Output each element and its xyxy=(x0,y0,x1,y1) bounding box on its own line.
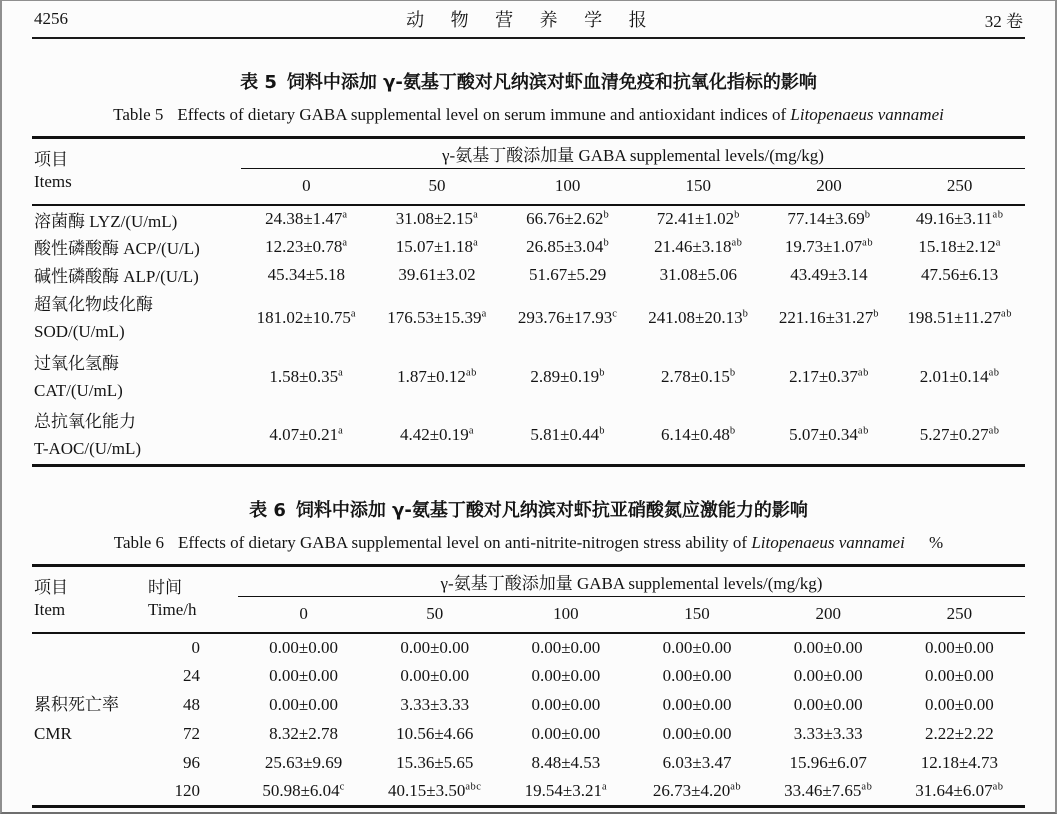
table6-cell xyxy=(763,720,894,749)
cell-value: 2.78±0.15 xyxy=(661,367,730,386)
row-group-label-en: CMR xyxy=(34,724,72,744)
significance-superscript: ab xyxy=(861,781,873,793)
cell-value: 1.87±0.12 xyxy=(397,367,466,386)
page-content xyxy=(2,1,1055,808)
cell-value: 47.56±6.13 xyxy=(920,264,999,284)
table6-item-header-en: Item xyxy=(34,600,66,619)
table5-cell xyxy=(502,289,633,348)
cell-value: 8.48±4.53 xyxy=(531,753,601,772)
cell-value: 10.56±4.66 xyxy=(396,724,474,743)
table5-caption-zh-label: 表 5 xyxy=(240,72,277,93)
significance-superscript: b xyxy=(864,209,871,221)
cell-value: 2.22±2.22 xyxy=(924,724,994,743)
running-head xyxy=(32,1,1025,39)
cell-value: 0.00±0.00 xyxy=(924,637,994,657)
significance-superscript: b xyxy=(603,236,610,248)
significance-superscript: c xyxy=(339,781,345,793)
table6-cell xyxy=(238,691,369,720)
table6-cell xyxy=(238,778,369,807)
significance-superscript: ab xyxy=(465,367,477,379)
table-row xyxy=(32,633,1025,662)
table5-cell xyxy=(633,348,764,407)
table5-cell xyxy=(502,205,633,233)
table-row xyxy=(32,348,1025,407)
table6-cell xyxy=(238,749,369,778)
table-row xyxy=(32,691,1025,720)
row-label-zh: 总抗氧化能力 xyxy=(34,412,136,432)
cell-value: 0.00±0.00 xyxy=(662,637,732,657)
table-row xyxy=(32,662,1025,691)
cell-value: 15.96±6.07 xyxy=(789,753,867,772)
significance-superscript: ab xyxy=(992,781,1004,793)
cell-value: 50.98±6.04 xyxy=(262,781,340,801)
cell-value: 2.17±0.37 xyxy=(789,367,858,386)
cell-value: 0.00±0.00 xyxy=(924,695,994,714)
cell-value: 0.00±0.00 xyxy=(924,666,994,685)
table6-caption-zh-label: 表 6 xyxy=(249,500,286,521)
significance-superscript: ab xyxy=(988,425,1000,437)
table5-species-name: Litopenaeus vannamei xyxy=(790,105,944,124)
table5-cell xyxy=(764,233,895,261)
cell-value: 6.03±3.47 xyxy=(662,753,732,772)
cell-value: 2.89±0.19 xyxy=(530,367,600,386)
cell-value: 21.46±3.18 xyxy=(654,236,732,256)
table6-cell xyxy=(238,662,369,691)
cell-value: 4.42±0.19 xyxy=(399,425,469,445)
table6-cell xyxy=(369,662,500,691)
table6-time-header xyxy=(146,566,238,633)
table5-cell xyxy=(894,261,1025,289)
cell-value: 5.07±0.34 xyxy=(789,425,858,445)
cell-value: 31.08±5.06 xyxy=(659,264,737,284)
table5-cell xyxy=(894,407,1025,466)
row-label: 溶菌酶 LYZ/(U/mL) xyxy=(34,211,178,231)
table6-cell xyxy=(500,662,631,691)
table6-cell xyxy=(894,691,1025,720)
cell-value: 221.16±31.27 xyxy=(778,308,874,327)
cell-value: 2.01±0.14 xyxy=(919,367,989,386)
time-cell: 96 xyxy=(183,753,200,772)
cell-value: 31.64±6.07 xyxy=(915,781,993,801)
time-cell: 72 xyxy=(183,724,200,743)
table5-cell xyxy=(894,233,1025,261)
table6-item-header xyxy=(32,566,146,633)
table6-cell xyxy=(894,633,1025,662)
table5-cell xyxy=(372,407,503,466)
cell-value: 0.00±0.00 xyxy=(662,695,732,714)
significance-superscript: a xyxy=(342,236,348,248)
table6-species-name: Litopenaeus vannamei xyxy=(751,533,905,552)
significance-superscript: b xyxy=(729,425,736,437)
significance-superscript: a xyxy=(473,236,479,248)
table6-cell xyxy=(500,749,631,778)
cell-value: 31.08±2.15 xyxy=(395,209,474,228)
table6-cell xyxy=(369,633,500,662)
cell-value: 12.23±0.78 xyxy=(265,236,343,256)
table6-cell xyxy=(631,633,762,662)
significance-superscript: ab xyxy=(731,236,743,248)
significance-superscript: a xyxy=(468,425,474,437)
table5-cell xyxy=(633,407,764,466)
cell-value: 3.33±3.33 xyxy=(400,695,470,714)
cell-value: 24.38±1.47 xyxy=(265,209,343,228)
table5-cell xyxy=(633,233,764,261)
significance-superscript: ab xyxy=(862,236,874,248)
cell-value: 4.07±0.21 xyxy=(269,425,339,445)
row-label: 碱性磷酸酶 ALP/(U/L) xyxy=(34,267,199,286)
table6-cell xyxy=(763,662,894,691)
table5-level-header: 200 xyxy=(764,169,895,205)
table6-cell xyxy=(763,778,894,807)
table6-caption-zh-text: 饲料中添加 γ-氨基丁酸对凡纳滨对虾抗亚硝酸氮应激能力的影响 xyxy=(295,500,808,521)
table5-cell xyxy=(894,348,1025,407)
table5-caption-en xyxy=(32,105,1025,125)
cell-value: 1.58±0.35 xyxy=(269,367,339,386)
table6-cell xyxy=(631,720,762,749)
significance-superscript: a xyxy=(473,209,479,221)
table5-caption-en-text: Effects of dietary GABA supplemental level on serum immune and antioxidant indices of xyxy=(177,105,787,124)
table5-cell xyxy=(764,261,895,289)
cell-value: 19.54±3.21 xyxy=(524,781,602,801)
table-row xyxy=(32,778,1025,807)
cell-value: 8.32±2.78 xyxy=(269,724,338,743)
table-row xyxy=(32,289,1025,348)
table6-time-header-zh: 时间 xyxy=(148,578,182,597)
table-row xyxy=(32,261,1025,289)
significance-superscript: a xyxy=(601,781,608,793)
cell-value: 33.46±7.65 xyxy=(784,781,862,801)
table5-cell xyxy=(241,205,372,233)
table-row xyxy=(32,205,1025,233)
cell-value: 15.07±1.18 xyxy=(395,236,474,256)
table6-cell xyxy=(894,778,1025,807)
cell-value: 176.53±15.39 xyxy=(387,308,482,327)
table5-level-header: 250 xyxy=(894,169,1025,205)
table6-level-header: 0 xyxy=(238,597,369,633)
cell-value: 45.34±5.18 xyxy=(267,264,345,284)
table6-cell xyxy=(894,749,1025,778)
cell-value: 0.00±0.00 xyxy=(793,666,863,685)
table5-item-header-zh: 项目 xyxy=(34,150,68,169)
cell-value: 19.73±1.07 xyxy=(784,236,863,256)
table5-cell xyxy=(372,348,503,407)
table5-item-header-en: Items xyxy=(34,172,72,191)
significance-superscript: a xyxy=(342,209,348,221)
table6-cell xyxy=(763,749,894,778)
cell-value: 12.18±4.73 xyxy=(920,753,999,772)
time-cell: 24 xyxy=(183,666,200,685)
table6-cell xyxy=(500,720,631,749)
cell-value: 15.18±2.12 xyxy=(918,236,996,256)
cell-value: 0.00±0.00 xyxy=(400,666,470,685)
row-label xyxy=(32,289,241,348)
cell-value: 0.00±0.00 xyxy=(793,637,863,657)
table6-cell xyxy=(500,691,631,720)
significance-superscript: ab xyxy=(988,367,1000,379)
table6-cell xyxy=(369,778,500,807)
cell-value: 0.00±0.00 xyxy=(531,637,601,657)
table5 xyxy=(32,136,1025,467)
significance-superscript: ab xyxy=(857,425,869,437)
cell-value: 0.00±0.00 xyxy=(269,666,338,685)
table5-cell xyxy=(764,289,895,348)
table5-cell xyxy=(502,261,633,289)
significance-superscript: ab xyxy=(730,781,742,793)
significance-superscript: a xyxy=(995,236,1001,248)
table6-cell xyxy=(763,633,894,662)
cell-value: 49.16±3.11 xyxy=(915,209,993,228)
table5-cell xyxy=(633,261,764,289)
table5-cell xyxy=(894,289,1025,348)
cell-value: 25.63±9.69 xyxy=(264,753,343,772)
table6-level-header: 150 xyxy=(631,597,762,633)
cell-value: 72.41±1.02 xyxy=(656,209,735,228)
cell-value: 66.76±2.62 xyxy=(526,209,604,228)
cell-value: 0.00±0.00 xyxy=(531,666,601,685)
cell-value: 40.15±3.50 xyxy=(388,781,466,801)
significance-superscript: ab xyxy=(1001,308,1012,320)
cell-value: 3.33±3.33 xyxy=(793,724,863,743)
table6-unit-label: % xyxy=(929,533,944,552)
table6-caption-zh xyxy=(32,496,1025,522)
significance-superscript: b xyxy=(599,367,605,379)
row-label: 酸性磷酸酶 ACP/(U/L) xyxy=(34,239,200,258)
table5-cell xyxy=(502,407,633,466)
row-label-zh: 过氧化氢酶 xyxy=(34,354,119,373)
journal-title: 动 物 营 养 学 报 xyxy=(406,10,658,30)
table6-cell xyxy=(894,720,1025,749)
cell-value: 0.00±0.00 xyxy=(662,666,732,685)
row-label-en: T-AOC/(U/mL) xyxy=(34,439,142,459)
table5-cell xyxy=(241,289,372,348)
table5-item-header xyxy=(32,138,241,205)
cell-value: 43.49±3.14 xyxy=(790,264,868,284)
table5-cell xyxy=(241,233,372,261)
table-row xyxy=(32,407,1025,466)
significance-superscript: b xyxy=(873,308,879,320)
table5-cell xyxy=(241,348,372,407)
cell-value: 0.00±0.00 xyxy=(269,695,338,714)
table5-cell xyxy=(633,205,764,233)
table6-level-header: 50 xyxy=(369,597,500,633)
cell-value: 39.61±3.02 xyxy=(398,264,476,284)
table6-cell xyxy=(763,691,894,720)
cell-value: 5.27±0.27 xyxy=(919,425,989,445)
table5-caption-zh xyxy=(32,68,1025,94)
table5-cell xyxy=(894,205,1025,233)
table6-cell xyxy=(500,778,631,807)
page-number: 4256 xyxy=(34,9,68,28)
table5-cell xyxy=(764,205,895,233)
significance-superscript: b xyxy=(603,209,610,221)
cell-value: 77.14±3.69 xyxy=(787,209,865,228)
time-cell: 0 xyxy=(191,637,200,657)
cell-value: 0.00±0.00 xyxy=(531,695,601,714)
table5-level-header: 150 xyxy=(633,169,764,205)
table5-cell xyxy=(372,289,503,348)
cell-value: 0.00±0.00 xyxy=(400,637,470,657)
table6-cell xyxy=(369,749,500,778)
table5-cell xyxy=(502,233,633,261)
cell-value: 15.36±5.65 xyxy=(396,753,474,772)
time-cell: 120 xyxy=(174,781,200,801)
table6-cell xyxy=(369,691,500,720)
table6-span-header: γ-氨基丁酸添加量 GABA supplemental levels/(mg/kg) xyxy=(238,566,1025,597)
table6-cell xyxy=(631,691,762,720)
table6-caption-en-text: Effects of dietary GABA supplemental level on anti-nitrite-nitrogen stress ability of xyxy=(178,533,748,552)
cell-value: 26.85±3.04 xyxy=(526,236,604,256)
cell-value: 5.81±0.44 xyxy=(530,425,600,445)
table5-cell xyxy=(241,407,372,466)
significance-superscript: b xyxy=(729,367,736,379)
table5-cell xyxy=(764,407,895,466)
table-row xyxy=(32,233,1025,261)
table-row xyxy=(32,720,1025,749)
cell-value: 26.73±4.20 xyxy=(652,781,731,801)
cell-value: 0.00±0.00 xyxy=(662,724,732,743)
table6-level-header: 250 xyxy=(894,597,1025,633)
row-group-label-zh: 累积死亡率 xyxy=(34,695,119,715)
table6-time-header-en: Time/h xyxy=(148,600,197,619)
row-label-en: SOD/(U/mL) xyxy=(34,322,125,341)
table6-level-header: 100 xyxy=(500,597,631,633)
table5-cell xyxy=(372,261,503,289)
cell-value: 0.00±0.00 xyxy=(269,637,338,657)
table6-cell xyxy=(369,720,500,749)
table5-cell xyxy=(372,233,503,261)
table6-cell xyxy=(238,720,369,749)
table5-cell xyxy=(241,261,372,289)
table5-cell xyxy=(633,289,764,348)
cell-value: 51.67±5.29 xyxy=(528,264,607,284)
table5-caption-zh-text: 饲料中添加 γ-氨基丁酸对凡纳滨对虾血清免疫和抗氧化指标的影响 xyxy=(286,72,817,93)
time-cell: 48 xyxy=(183,695,200,714)
cell-value: 0.00±0.00 xyxy=(531,724,601,743)
significance-superscript: abc xyxy=(465,781,482,793)
row-label xyxy=(32,348,241,407)
table5-cell xyxy=(372,205,503,233)
significance-superscript: a xyxy=(350,308,357,320)
row-group-label xyxy=(32,633,146,807)
table6-cell xyxy=(894,662,1025,691)
significance-superscript: c xyxy=(612,308,618,320)
cell-value: 6.14±0.48 xyxy=(661,425,730,445)
row-label xyxy=(32,407,241,466)
table5-cell xyxy=(764,348,895,407)
table-row xyxy=(32,749,1025,778)
cell-value: 198.51±11.27 xyxy=(907,308,1002,327)
significance-superscript: b xyxy=(742,308,749,320)
table5-level-header: 100 xyxy=(502,169,633,205)
significance-superscript: ab xyxy=(992,209,1004,221)
row-label-en: CAT/(U/mL) xyxy=(34,381,123,400)
table6-cell xyxy=(500,633,631,662)
cell-value: 241.08±20.13 xyxy=(648,308,743,327)
row-label-zh: 超氧化物歧化酶 xyxy=(34,295,153,314)
table6-item-header-zh: 项目 xyxy=(34,578,68,597)
table6-cell xyxy=(238,633,369,662)
cell-value: 293.76±17.93 xyxy=(517,308,613,327)
table5-level-header: 50 xyxy=(372,169,503,205)
table6-cell xyxy=(631,662,762,691)
table6-cell xyxy=(631,778,762,807)
cell-value: 181.02±10.75 xyxy=(256,308,351,327)
significance-superscript: a xyxy=(338,367,344,379)
table5-cell xyxy=(502,348,633,407)
table5-span-header: γ-氨基丁酸添加量 GABA supplemental levels/(mg/kg) xyxy=(241,138,1025,169)
table6-level-header: 200 xyxy=(763,597,894,633)
significance-superscript: a xyxy=(481,308,487,320)
table5-level-header: 0 xyxy=(241,169,372,205)
significance-superscript: a xyxy=(338,425,344,437)
significance-superscript: b xyxy=(734,209,740,221)
volume-label: 32 卷 xyxy=(984,11,1023,31)
table6-cell xyxy=(631,749,762,778)
table6-caption-en-label: Table 6 xyxy=(113,533,165,552)
table6 xyxy=(32,564,1025,808)
significance-superscript: ab xyxy=(857,367,869,379)
significance-superscript: b xyxy=(599,425,605,437)
table6-caption-en xyxy=(32,533,1025,553)
cell-value: 0.00±0.00 xyxy=(793,695,863,714)
table5-caption-en-label: Table 5 xyxy=(113,105,164,124)
